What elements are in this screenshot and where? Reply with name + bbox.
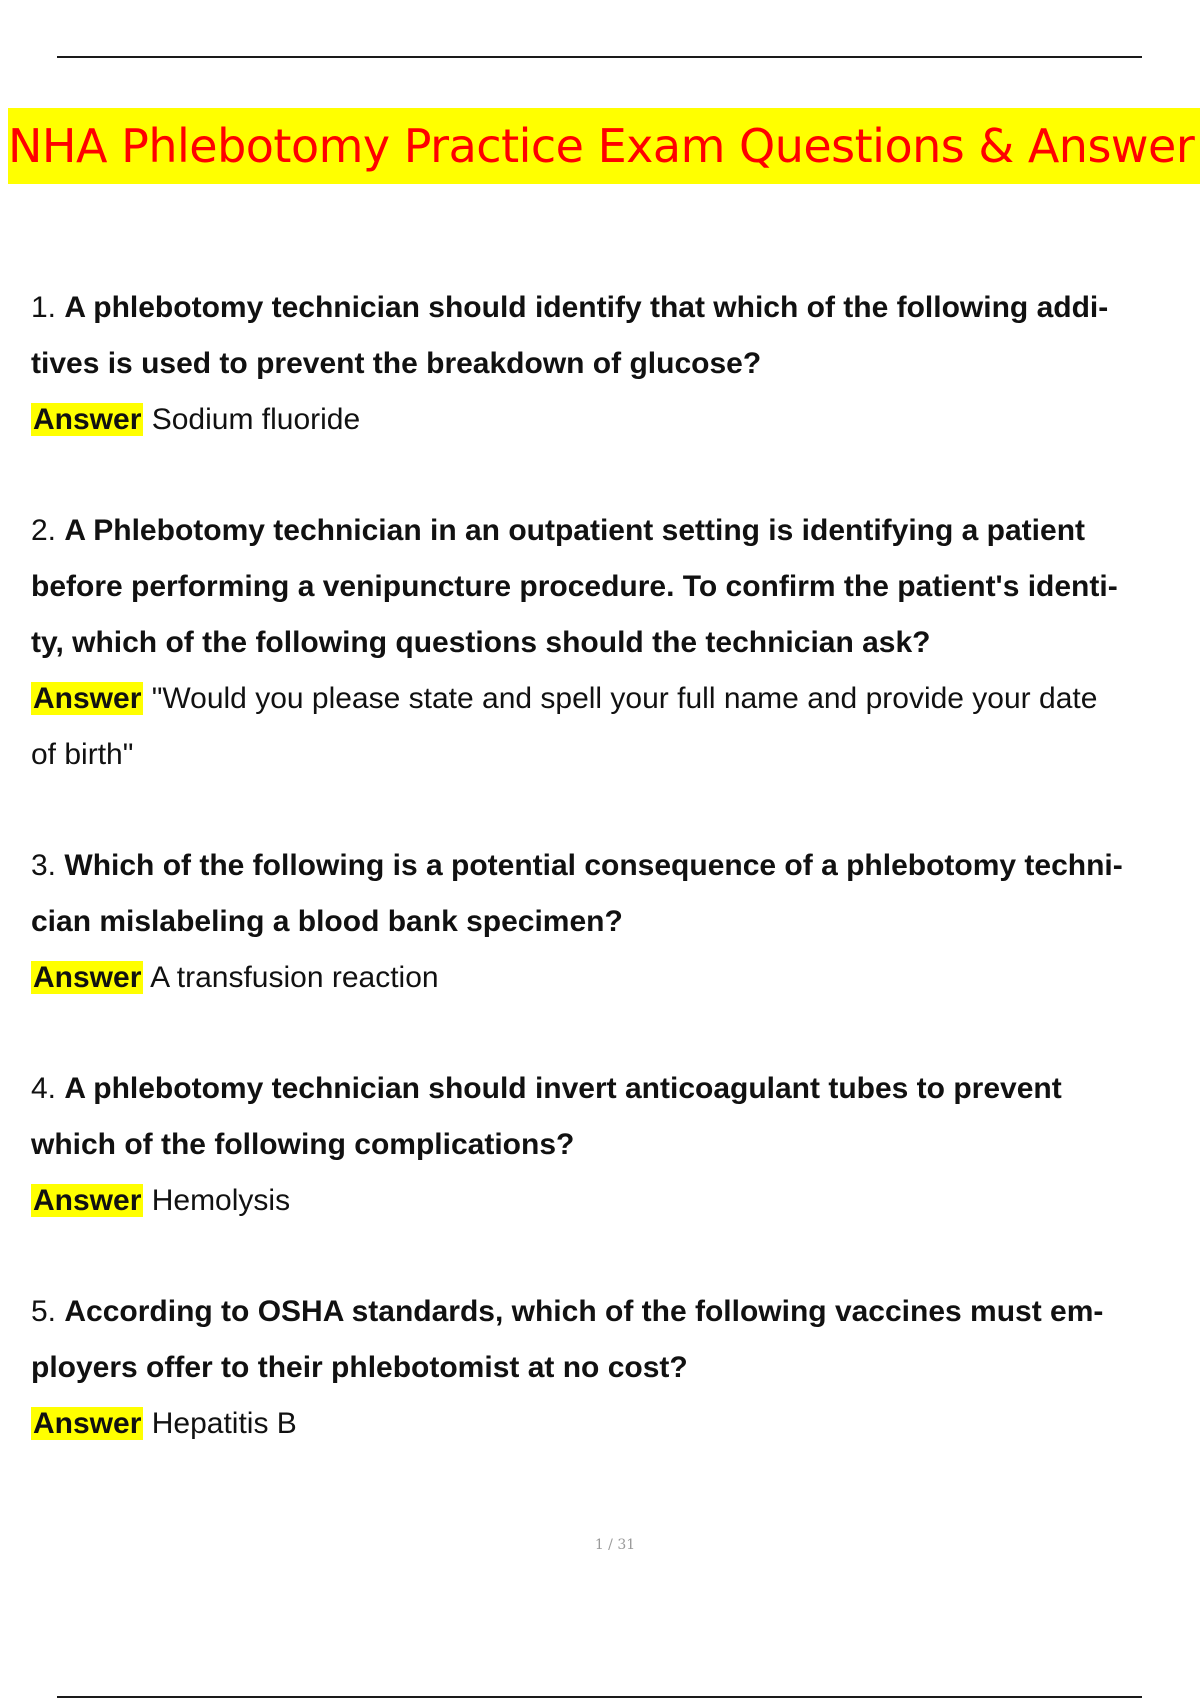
- question-line: [31, 615, 1191, 671]
- document-title: NHA Phlebotomy Practice Exam Questions & Answer: [8, 119, 1195, 173]
- answer-line: [31, 727, 1191, 783]
- question-line: [31, 280, 1191, 336]
- footer-rule: [57, 1696, 1142, 1698]
- answer-line: [31, 392, 1191, 448]
- answer-line: [31, 1396, 1191, 1452]
- question-text: ty, which of the following questions should the technician ask?: [31, 626, 931, 659]
- question-number: 1.: [31, 291, 57, 324]
- question-line: [31, 894, 1191, 950]
- question-line: [31, 1117, 1191, 1173]
- question-line: [31, 336, 1191, 392]
- question-item: [31, 838, 1191, 1006]
- answer-text: Hepatitis B: [151, 1407, 297, 1440]
- question-text: A phlebotomy technician should identify that which of the following addi-: [64, 291, 1109, 324]
- header-rule: [57, 56, 1142, 58]
- question-line: [31, 559, 1191, 615]
- question-text: Which of the following is a potential consequence of a phlebotomy techni-: [64, 849, 1123, 882]
- question-line: [31, 1284, 1191, 1340]
- question-text: which of the following complications?: [31, 1128, 575, 1161]
- answer-line: [31, 1173, 1191, 1229]
- answer-label: Answer: [33, 682, 142, 715]
- question-item: [31, 503, 1191, 783]
- question-text: ployers offer to their phlebotomist at no cost?: [31, 1351, 688, 1384]
- question-text: tives is used to prevent the breakdown of glucose?: [31, 347, 762, 380]
- answer-label: Answer: [33, 403, 142, 436]
- answer-label: Answer: [33, 1407, 142, 1440]
- question-item: [31, 280, 1191, 448]
- answer-line: [31, 950, 1191, 1006]
- answer-line: [31, 671, 1191, 727]
- question-text: A phlebotomy technician should invert anticoagulant tubes to prevent: [64, 1072, 1062, 1105]
- question-number: 3.: [31, 849, 57, 882]
- answer-text: "Would you please state and spell your full name and provide your date: [151, 682, 1098, 715]
- question-number: 4.: [31, 1072, 57, 1105]
- question-text: cian mislabeling a blood bank specimen?: [31, 905, 623, 938]
- question-line: [31, 1061, 1191, 1117]
- answer-text: of birth": [31, 738, 134, 771]
- answer-label: Answer: [33, 961, 142, 994]
- answer-text: Sodium fluoride: [151, 403, 361, 436]
- answer-label: Answer: [33, 1184, 142, 1217]
- question-text: before performing a venipuncture procedure. To confirm the patient's identi-: [31, 570, 1118, 603]
- title-banner: [8, 108, 1200, 184]
- question-text: According to OSHA standards, which of the following vaccines must em-: [64, 1295, 1104, 1328]
- question-number: 2.: [31, 514, 57, 547]
- question-line: [31, 838, 1191, 894]
- question-line: [31, 1340, 1191, 1396]
- question-item: [31, 1061, 1191, 1229]
- question-number: 5.: [31, 1295, 57, 1328]
- question-line: [31, 503, 1191, 559]
- answer-text: Hemolysis: [151, 1184, 291, 1217]
- question-item: [31, 1284, 1191, 1452]
- answer-text: A transfusion reaction: [150, 961, 439, 994]
- question-list: [31, 280, 1191, 1507]
- question-text: A Phlebotomy technician in an outpatient setting is identifying a patient: [64, 514, 1086, 547]
- page-number: 1 / 31: [594, 1537, 636, 1553]
